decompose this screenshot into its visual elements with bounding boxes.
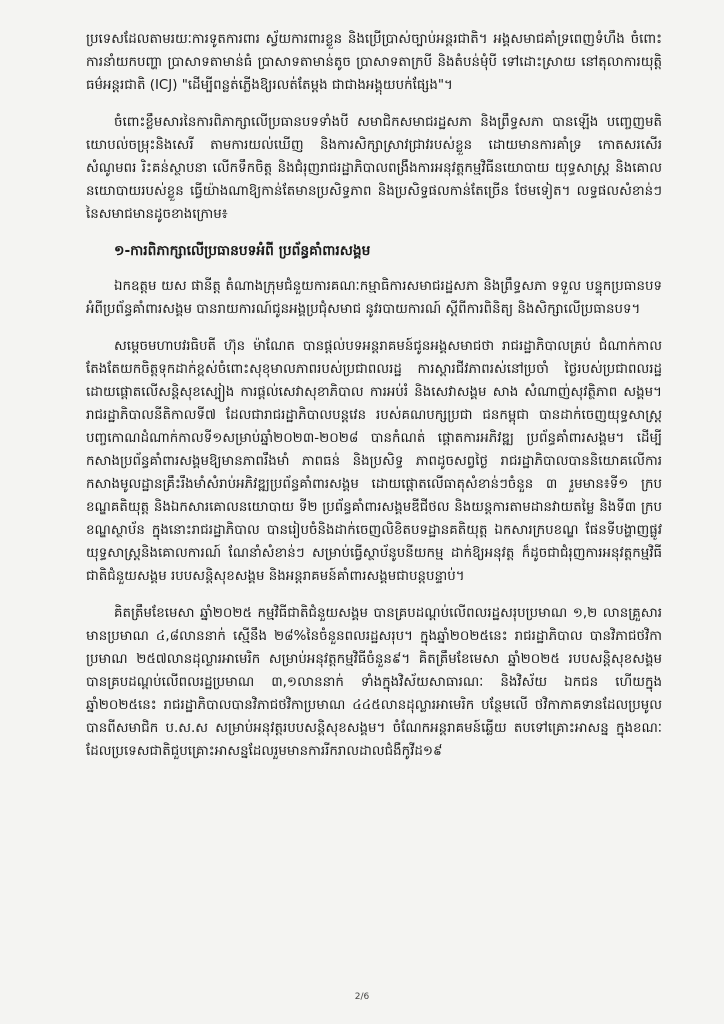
page-number: 2/6 xyxy=(354,992,370,1002)
section-heading-social-protection: ១-ការពិភាក្សាលើប្រធានបទអំពី ប្រព័ន្ធគាំពារសង្គម xyxy=(114,243,371,259)
paragraph-prime-minister-intervention: សម្តេចមហាបវរធិបតី ហ៊ុន ម៉ាណែត បានផ្តល់បទអន្តរាគមន៍ជូនអង្គសមាជថា រាជរដ្ឋាភិបាលគ្រប់ ជំណាក់កាល តែងតែយកចិត្តទុកដាក់ខ្ពស់ចំពោះសុខុមាលភាពរបស់ប្រជាពលរដ្ឋ ការស្តារជីវភាពរស់នៅប្រចាំ ថ្ងៃរបស់ប្រជាពលរដ្ឋ ដោយផ្តោតលើសន្តិសុខស្បៀង ការផ្តល់សេវាសុខាភិបាល ការអប់រំ និងសេវាសង្គម សាង សំណាញ់សុវត្ថិភាព សង្គម។ រាជរដ្ឋាភិបាលនីតិកាលទី៧ ដែលជារាជរដ្ឋាភិបាលបន្តវេន របស់គណបក្សប្រជា ជនកម្ពុជា បានដាក់ចេញយុទ្ធសាស្ត្របញ្ចកោណដំណាក់កាលទី១សម្រាប់ឆ្នាំ២០២៣-២០២៨ បានកំណត់ ផ្តោតការអភិវឌ្ឍ ប្រព័ន្ធគាំពារសង្គម។ ដើម្បីកសាងប្រព័ន្ធគាំពារសង្គមឱ្យមានភាពរឹងមាំ ភាពធន់ និងប្រសិទ្ធ ភាពដូចសព្វថ្ងៃ រាជរដ្ឋាភិបាលបាននិយោគលើការកសាងមូលដ្ឋានគ្រឹះរឹងមាំសំរាប់អភិវឌ្ឍប្រព័ន្ធគាំពារសង្គម ដោយផ្តោតលើធាតុសំខាន់ៗចំនួន ៣ រួមមាន៖ទី១ ក្របខណ្ឌគតិយុត្ត និងឯកសារគោលនយោបាយ ទី២ ប្រព័ន្ធគាំពារសង្គមឌីជីថល និងយន្តការតាមដានវាយតម្លៃ និងទី៣ ក្របខណ្ឌស្ថាប័ន ក្នុងនោះរាជរដ្ឋាភិបាល បានរៀបចំនិងដាក់ចេញលិខិតបទដ្ឋានគតិយុត្ត ឯកសារក្របខណ្ឌ ផែនទីបង្ហាញផ្លូវ យុទ្ធសាស្ត្រនិងគោលការណ៍ ណែនាំសំខាន់ៗ សម្រាប់ធ្វើស្ថាប័នូបនីយកម្ម ដាក់ឱ្យអនុវត្ត ក៏ដូចជាជំរុញការអនុវត្តកម្មវិធីជាតិជំនួយសង្គម របបសន្តិសុខសង្គម និងអន្តរាគមន៍គាំពារសង្គមជាបន្តបន្ទាប់។ xyxy=(86,339,662,584)
paragraph-discussion-summary: ចំពោះខ្លឹមសារនៃការពិភាក្សាលើប្រធានបទទាំងបី សមាជិកសមាជរដ្ឋសភា និងព្រឹទ្ធសភា បានឡើង បញ្ចេញមតិ យោបល់ចម្រុះនិងសេរី តាមការយល់ឃើញ និងការសិក្សាស្រាវជ្រាវរបស់ខ្លួន ដោយមានការគាំទ្រ កោតសរសើរ សំណូមពរ រិះគន់ស្ថាបនា លើកទឹកចិត្ត និងជំរុញរាជរដ្ឋាភិបាលពង្រឹងការអនុវត្តកម្មវិធីនយោបាយ យុទ្ធសាស្ត្រ និងគោលនយោបាយរបស់ខ្លួន ធ្វើយ៉ាងណាឱ្យកាន់តែមានប្រសិទ្ធភាព និងប្រសិទ្ធផលកាន់តែច្រើន ថែមទៀត។ លទ្ធផលសំខាន់ៗនៃសមាជមានដូចខាងក្រោម៖ xyxy=(86,115,662,222)
paragraph-report-presentation: ឯកឧត្តម យស ផានីត្ត តំណាងក្រុមជំនួយការគណៈកម្មាធិការសមាជរដ្ឋសភា និងព្រឹទ្ធសភា ទទួល បន្ទុកប្រធានបទអំពីប្រព័ន្ធគាំពារសង្គម បានរាយការណ៍ជូនអង្គប្រជុំសមាជ នូវរបាយការណ៍ ស្តីពីការពិនិត្យ និងសិក្សាលើប្រធានបទ។ xyxy=(86,279,662,317)
paragraph-icj-support: ប្រទេសដែលតាមរយៈការទូតការពារ ស្វ័យការពារខ្លួន និងប្រើប្រាស់ច្បាប់អន្តរជាតិ។ អង្គសមាជគាំទ្រពេញទំហឹង ចំពោះការនាំយកបញ្ហា ប្រាសាទតាមាន់ធំ ប្រាសាទតាមាន់តូច ប្រាសាទតាក្របី និងតំបន់មុំបី ទៅដោះស្រាយ នៅតុលាការយុត្តិធម៌អន្តរជាតិ (ICJ) "ដើម្បីពន្លត់ភ្លើងឱ្យរលត់តែម្តង ជាជាងអង្គុយបក់ផ្សែង"។ xyxy=(86,32,662,93)
paragraph-coverage-statistics: គិតត្រឹមខែមេសា ឆ្នាំ២០២៥ កម្មវិធីជាតិជំនួយសង្គម បានគ្របដណ្តប់លើពលរដ្ឋសរុបប្រមាណ ១,២ លានគ្រួសារ មានប្រមាណ ៤,៨លាននាក់ ស្មើនឹង ២៨%នៃចំនួនពលរដ្ឋសរុប។ ក្នុងឆ្នាំ២០២៥នេះ រាជរដ្ឋាភិបាល បានវិភាជថវិកាប្រមាណ ២៥៧លានដុល្លារអាមេរិក សម្រាប់អនុវត្តកម្មវិធីចំនួន៩។ គិតត្រឹមខែមេសា ឆ្នាំ២០២៥ របបសន្តិសុខសង្គម បានគ្របដណ្តប់លើពលរដ្ឋប្រមាណ ៣,១លាននាក់ ទាំងក្នុងវិស័យសាធារណៈ និងវិស័យ ឯកជន ហើយក្នុងឆ្នាំ២០២៥នេះ រាជរដ្ឋាភិបាលបានវិភាជថវិកាប្រមាណ ៤៤៥លានដុល្លារអាមេរិក បន្ថែមលើ ថវិកាភាគទានដែលប្រមូលបានពីសមាជិក ប.ស.ស សម្រាប់អនុវត្តរបបសន្តិសុខសង្គម។ ចំណែកអន្តរាគមន៍ឆ្លើយ តបទៅគ្រោះអាសន្ន ក្នុងខណៈដែលប្រទេសជាតិជួបគ្រោះអាសន្នដែលរួមមានការរីករាលដាលជំងឺកូវីដ១៩ xyxy=(86,606,662,759)
